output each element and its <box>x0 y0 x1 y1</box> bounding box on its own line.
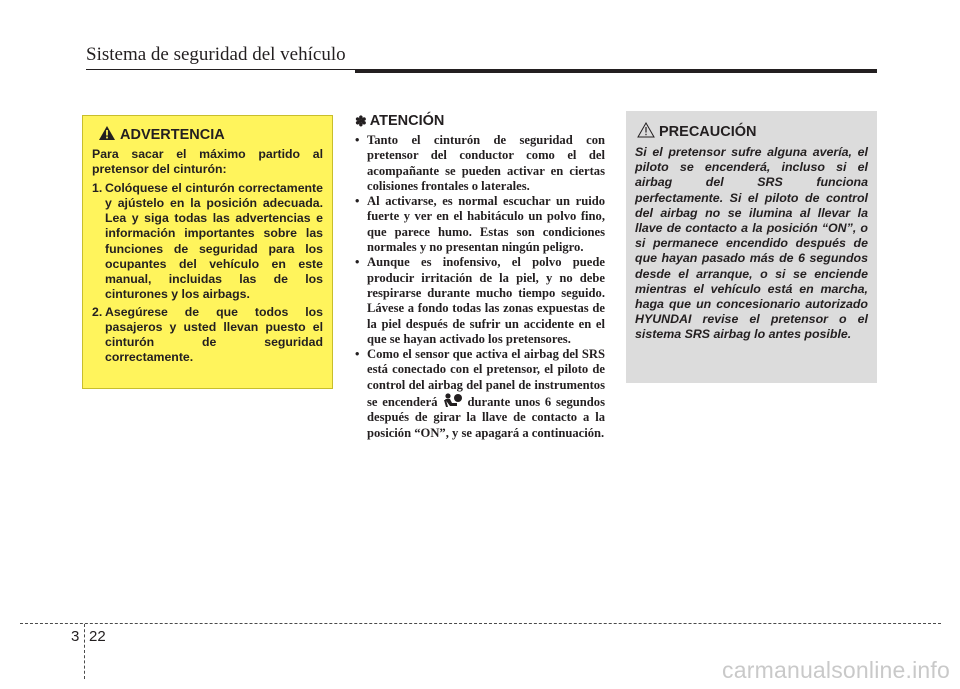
footer-rule <box>20 623 941 624</box>
warning-list <box>92 181 323 365</box>
airbag-indicator-icon <box>442 393 464 409</box>
list-item-number: 1. <box>92 181 103 196</box>
list-item <box>355 194 605 255</box>
attention-list <box>355 133 605 441</box>
caution-title: PRECAUCIÓN <box>659 124 757 140</box>
page-header-title: Sistema de seguridad del vehículo <box>86 44 346 65</box>
bullet: • <box>355 255 360 270</box>
warning-body <box>92 147 323 365</box>
list-item-text: Tanto el cinturón de seguridad con pretensor del conductor como el del acompañante se pueden activar en ciertas colisiones frontales o laterales. <box>367 133 605 193</box>
caution-box <box>626 111 877 383</box>
list-item-text: Aunque es inofensivo, el polvo puede producir irritación de la piel, y no debe respirarse durante mucho tiempo seguido. Lávese a fondo todas las zonas expuestas de la piel después de sufrir un accidente en el que se hayan activado los pretensores. <box>367 255 605 346</box>
warning-title-row <box>92 124 323 146</box>
warning-box <box>82 115 333 389</box>
list-item <box>92 305 323 365</box>
caution-triangle-icon <box>637 122 655 143</box>
warning-triangle-icon <box>98 125 116 146</box>
caution-body: Si el pretensor sufre alguna avería, el piloto se encenderá, incluso si el airbag del SRS funciona perfectamente. Si el piloto de control del airbag no se ilumina al llevar la llave de contacto a la posición “ON”, o si permanece encendido después de que hayan pasado más de 6 segundos desde el arranque, o si se enciende mientras el vehículo está en marcha, haga que un concesionario autorizado HYUNDAI revise el pretensor o el sistema SRS airbag lo antes posible. <box>635 145 868 342</box>
attention-title: ATENCIÓN <box>369 113 445 129</box>
attention-symbol: ✽ <box>355 112 367 129</box>
list-item-text: Al activarse, es normal escuchar un ruido fuerte y ver en el habitáculo un polvo fino, que parece humo. Estas son condiciones normales y no presentan ningún peligro. <box>367 194 605 255</box>
page-number: 22 <box>89 628 106 645</box>
list-item-text: Colóquese el cinturón correctamente y ajústelo en la posición adecuada. Lea y siga todas las advertencias e información importantes sobre las funciones de seguridad para los ocupantes del vehículo en este manual, incluidas las de los cinturones y los airbags. <box>105 181 323 301</box>
list-item-text-part: Como el sensor que activa el airbag del SRS está conectado con el pretensor, el piloto de control del airbag del panel de instrumentos se encenderá <box>367 347 605 410</box>
header-rule-accent <box>355 69 877 73</box>
list-item <box>355 133 605 194</box>
attention-heading <box>355 111 605 131</box>
list-item <box>355 347 605 441</box>
list-item-number: 2. <box>92 304 103 319</box>
caution-title-row <box>635 121 868 143</box>
warning-intro: Para sacar el máximo partido al pretensor del cinturón: <box>92 147 323 177</box>
bullet: • <box>355 347 360 362</box>
warning-title: ADVERTENCIA <box>120 127 225 143</box>
bullet: • <box>355 133 360 147</box>
bullet: • <box>355 194 360 209</box>
list-item-text: Asegúrese de que todos los pasajeros y usted llevan puesto el cinturón de seguridad correctamente. <box>105 304 323 365</box>
list-item-text <box>367 347 605 441</box>
list-item-text-part: durante unos 6 segundos después de girar la llave de contacto a la posición “ON”, y se apagará a continuación. <box>367 395 605 440</box>
chapter-number: 3 <box>71 628 80 645</box>
list-item <box>92 181 323 302</box>
list-item <box>355 255 605 347</box>
attention-section <box>355 111 605 441</box>
footer-divider <box>84 624 85 679</box>
watermark: carmanualsonline.info <box>722 657 950 683</box>
